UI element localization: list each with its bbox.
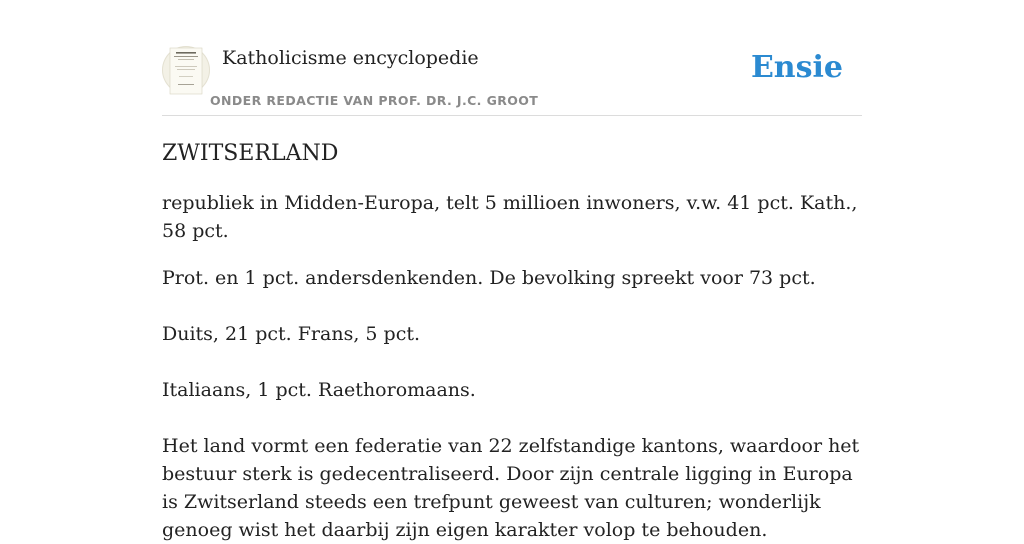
article [162,140,862,544]
ensie-logo-link[interactable]: Ensie [750,50,843,85]
article-paragraph-5: Het land vormt een federatie van 22 zelfstandige kantons, waardoor het bestuur sterk is gedecentraliseerd. Door zijn centrale ligging in Europa is Zwitserland steeds een trefpunt geweest van culturen; wonderlijk genoeg wist het daarbij zijn eigen karakter volop te behouden. [162,435,860,541]
book-cover-icon[interactable] [162,46,210,94]
book-header [162,42,862,116]
entry-title: ZWITSERLAND [162,141,339,166]
book-editor: ONDER REDACTIE VAN PROF. DR. J.C. GROOT [210,93,539,108]
book-title[interactable]: Katholicisme encyclopedie [222,47,479,69]
article-paragraph-2: Prot. en 1 pct. andersdenkenden. De bevolking spreekt voor 73 pct. [162,267,816,289]
article-paragraph-3: Duits, 21 pct. Frans, 5 pct. [162,323,421,345]
article-paragraph-1: republiek in Midden-Europa, telt 5 millioen inwoners, v.w. 41 pct. Kath., 58 pct. [162,192,858,242]
article-paragraph-4: Italiaans, 1 pct. Raethoromaans. [162,379,476,401]
